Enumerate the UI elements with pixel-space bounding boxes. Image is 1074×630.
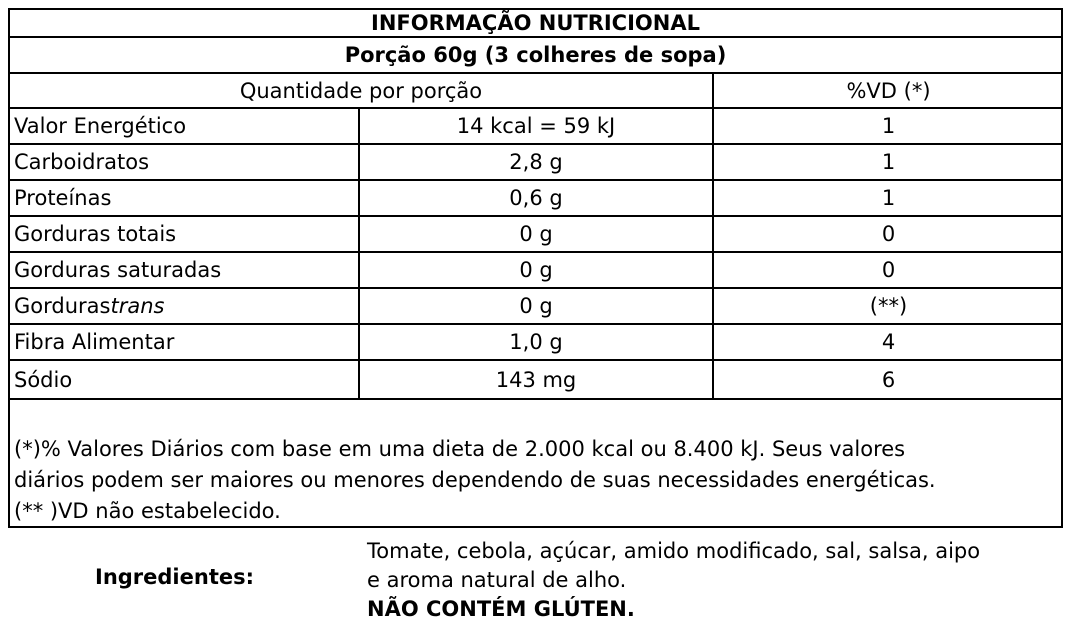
table-row	[10, 109, 1061, 145]
nutrition-table	[8, 8, 1063, 528]
nutrient-quantity: 143 mg	[360, 361, 714, 398]
portion-row	[10, 38, 1061, 74]
table-row	[10, 145, 1061, 181]
nutrient-vd: (**)	[869, 294, 908, 318]
header-vd: %VD (*)	[846, 78, 931, 103]
nutrient-name: Carboidratos	[10, 145, 360, 179]
nutrient-quantity: 1,0 g	[360, 325, 714, 359]
table-row	[10, 181, 1061, 217]
ingredients-label: Ingredientes:	[95, 565, 254, 589]
table-row	[10, 289, 1061, 325]
table-row	[10, 217, 1061, 253]
header-quantity: Quantidade por porção	[10, 74, 714, 107]
table-row	[10, 253, 1061, 289]
nutrient-name: Sódio	[10, 361, 360, 398]
nutrient-name: Gorduras trans	[10, 289, 360, 323]
nutrient-vd: 0	[881, 222, 896, 246]
portion-size: Porção 60g (3 colheres de sopa)	[344, 43, 727, 67]
ingredients-line: e aroma natural de alho.	[367, 568, 627, 592]
footnote	[10, 400, 1061, 528]
nutrient-name: Gorduras totais	[10, 217, 360, 251]
nutrient-name: Fibra Alimentar	[10, 325, 360, 359]
nutrient-vd: 6	[881, 367, 896, 392]
nutrient-quantity: 2,8 g	[360, 145, 714, 179]
nutrient-name: Proteínas	[10, 181, 360, 215]
gluten-notice: NÃO CONTÉM GLÚTEN.	[367, 597, 635, 621]
ingredients-line: Tomate, cebola, açúcar, amido modificado, sal, salsa, aipo	[367, 539, 981, 563]
table-title-row	[10, 10, 1061, 38]
nutrient-name: Gorduras saturadas	[10, 253, 360, 287]
nutrient-vd: 4	[881, 330, 896, 354]
nutrient-vd: 1	[881, 150, 896, 174]
ingredients-text	[367, 537, 980, 624]
nutrient-quantity: 0,6 g	[360, 181, 714, 215]
nutrient-vd: 1	[881, 186, 896, 210]
column-header-row	[10, 74, 1061, 109]
table-row	[10, 361, 1061, 400]
table-row	[10, 325, 1061, 361]
nutrient-vd: 0	[881, 258, 896, 282]
nutrient-name: Valor Energético	[10, 109, 360, 143]
footnote-line: (** )VD não estabelecido.	[14, 499, 281, 523]
nutrient-vd: 1	[881, 114, 896, 138]
table-title: INFORMAÇÃO NUTRICIONAL	[371, 11, 700, 35]
nutrient-quantity: 0 g	[360, 217, 714, 251]
nutrient-quantity: 0 g	[360, 289, 714, 323]
nutrient-quantity: 14 kcal = 59 kJ	[360, 109, 714, 143]
footnote-line: (*)% Valores Diários com base em uma dieta de 2.000 kcal ou 8.400 kJ. Seus valores	[14, 437, 906, 461]
footnote-line: diários podem ser maiores ou menores dependendo de suas necessidades energéticas.	[14, 468, 936, 492]
nutrient-quantity: 0 g	[360, 253, 714, 287]
